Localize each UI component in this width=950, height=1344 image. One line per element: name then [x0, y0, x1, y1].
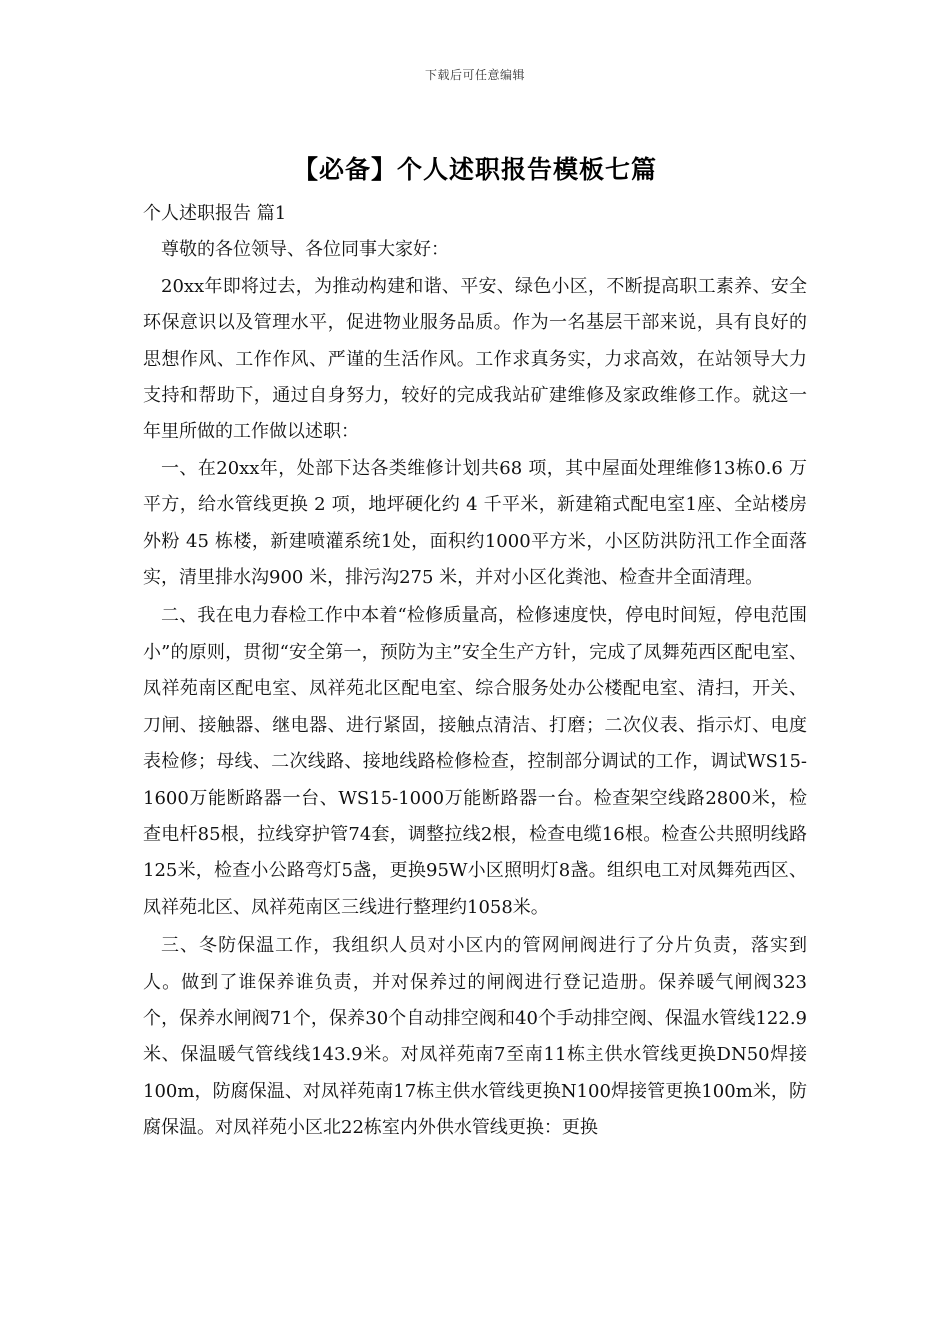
paragraph-item-three: 三、冬防保温工作，我组织人员对小区内的管网闸阀进行了分片负责，落实到人。做到了谁保养谁负责，并对保养过的闸阀进行登记造册。保养暖气闸阀323个，保养水闸阀71个，保养30个自动排空阀和40个手动排空阀、保温水管线122.9米、保温暖气管线线143.9米。对凤祥苑南7至南11栋主供水管线更换DN50焊接100m，防腐保温、对凤祥苑南17栋主供水管线更换N100焊接管更换100m米，防腐保温。对凤祥苑小区北22栋室内外供水管线更换：更换 — [143, 935, 807, 1139]
paragraph-greeting: 尊敬的各位领导、各位同事大家好： — [161, 239, 449, 261]
paragraph-item-one: 一、在20xx年，处部下达各类维修计划共68 项，其中屋面处理维修13栋0.6 万平方，给水管线更换 2 项，地坪硬化约 4 千平米，新建箱式配电室1座、全站楼房外粉 45 栋楼，新建喷灌系统1处，面积约1000平方米，小区防洪防汛工作全面落实，清里排水沟900 米，排污沟275 米，并对小区化粪池、检查井全面清理。 — [143, 457, 807, 589]
page-header-note: 下载后可任意编辑 — [424, 68, 525, 82]
paragraph-intro: 20xx年即将过去，为推动构建和谐、平安、绿色小区，不断提高职工素养、安全环保意识以及管理水平，促进物业服务品质。作为一名基层干部来说，具有良好的思想作风、工作作风、严谨的生活作风。工作求真务实，力求高效，在站领导大力支持和帮助下，通过自身努力，较好的完成我站矿建维修及家政维修工作。就这一年里所做的工作做以述职： — [143, 275, 807, 443]
document-title: 【必备】个人述职报告模板七篇 — [292, 155, 657, 184]
section-heading: 个人述职报告 篇1 — [143, 203, 287, 224]
document-body — [143, 196, 807, 1147]
paragraph-item-two: 二、我在电力春检工作中本着“检修质量高，检修速度快，停电时间短，停电范围小”的原则，贯彻“安全第一，预防为主”安全生产方针，完成了凤舞苑西区配电室、凤祥苑南区配电室、凤祥苑北区配电室、综合服务处办公楼配电室、清扫，开关、刀闸、接触器、继电器、进行紧固，接触点清洁、打磨；二次仪表、指示灯、电度表检修；母线、二次线路、接地线路检修检查，控制部分调试的工作，调试WS15-1600万能断路器一台、WS15-1000万能断路器一台。检查架空线路2800米，检查电杆85根，拉线穿护管74套，调整拉线2根，检查电缆16根。检查公共照明线路125米，检查小公路弯灯5盏，更换95W小区照明灯8盏。组织电工对凤舞苑西区、凤祥苑北区、凤祥苑南区三线进行整理约1058米。 — [143, 605, 807, 918]
